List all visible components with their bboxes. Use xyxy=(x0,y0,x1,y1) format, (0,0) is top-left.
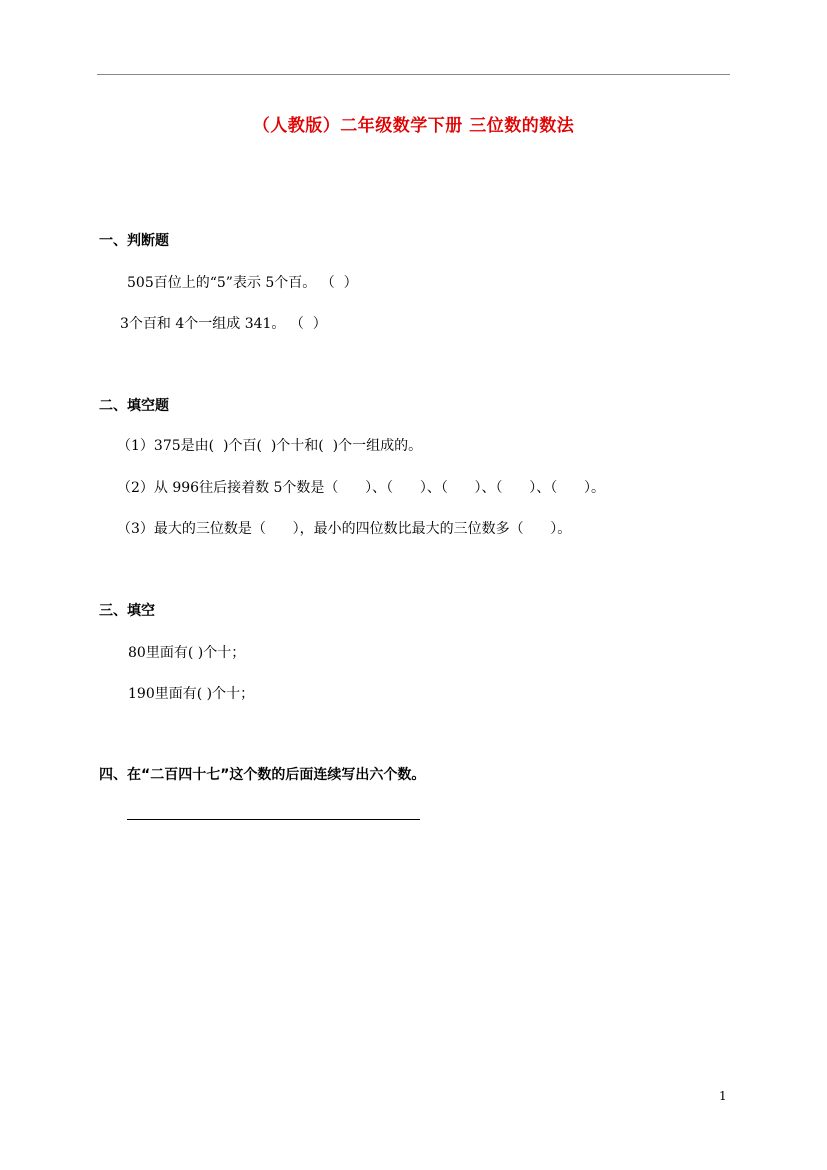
question-2-1: （1）375是由( )个百( )个十和( )个一组成的。 xyxy=(117,438,423,454)
question-1-2: 3个百和 4个一组成 341。 （ ） xyxy=(120,316,327,332)
answer-blank-line xyxy=(127,819,420,820)
question-3-1: 80里面有( )个十； xyxy=(128,645,246,661)
section-heading-3: 三、填空 xyxy=(99,603,155,619)
document-title: （人教版）二年级数学下册 三位数的数法 xyxy=(252,116,575,136)
question-2-3: （3）最大的三位数是（ ），最小的四位数比最大的三位数多（ ）。 xyxy=(117,521,572,537)
page-number: 1 xyxy=(719,1089,727,1103)
section-heading-4: 四、在“二百四十七”这个数的后面连续写出六个数。 xyxy=(99,767,426,783)
question-1-1: 505百位上的“5”表示 5个百。 （ ） xyxy=(127,275,358,291)
question-2-2: （2）从 996往后接着数 5个数是（ ）、（ ）、（ ）、（ ）、（ ）。 xyxy=(117,480,605,496)
section-heading-1: 一、判断题 xyxy=(99,233,169,249)
header-rule xyxy=(97,74,730,75)
section-heading-2: 二、填空题 xyxy=(99,398,169,414)
question-3-2: 190里面有( )个十； xyxy=(128,686,255,702)
